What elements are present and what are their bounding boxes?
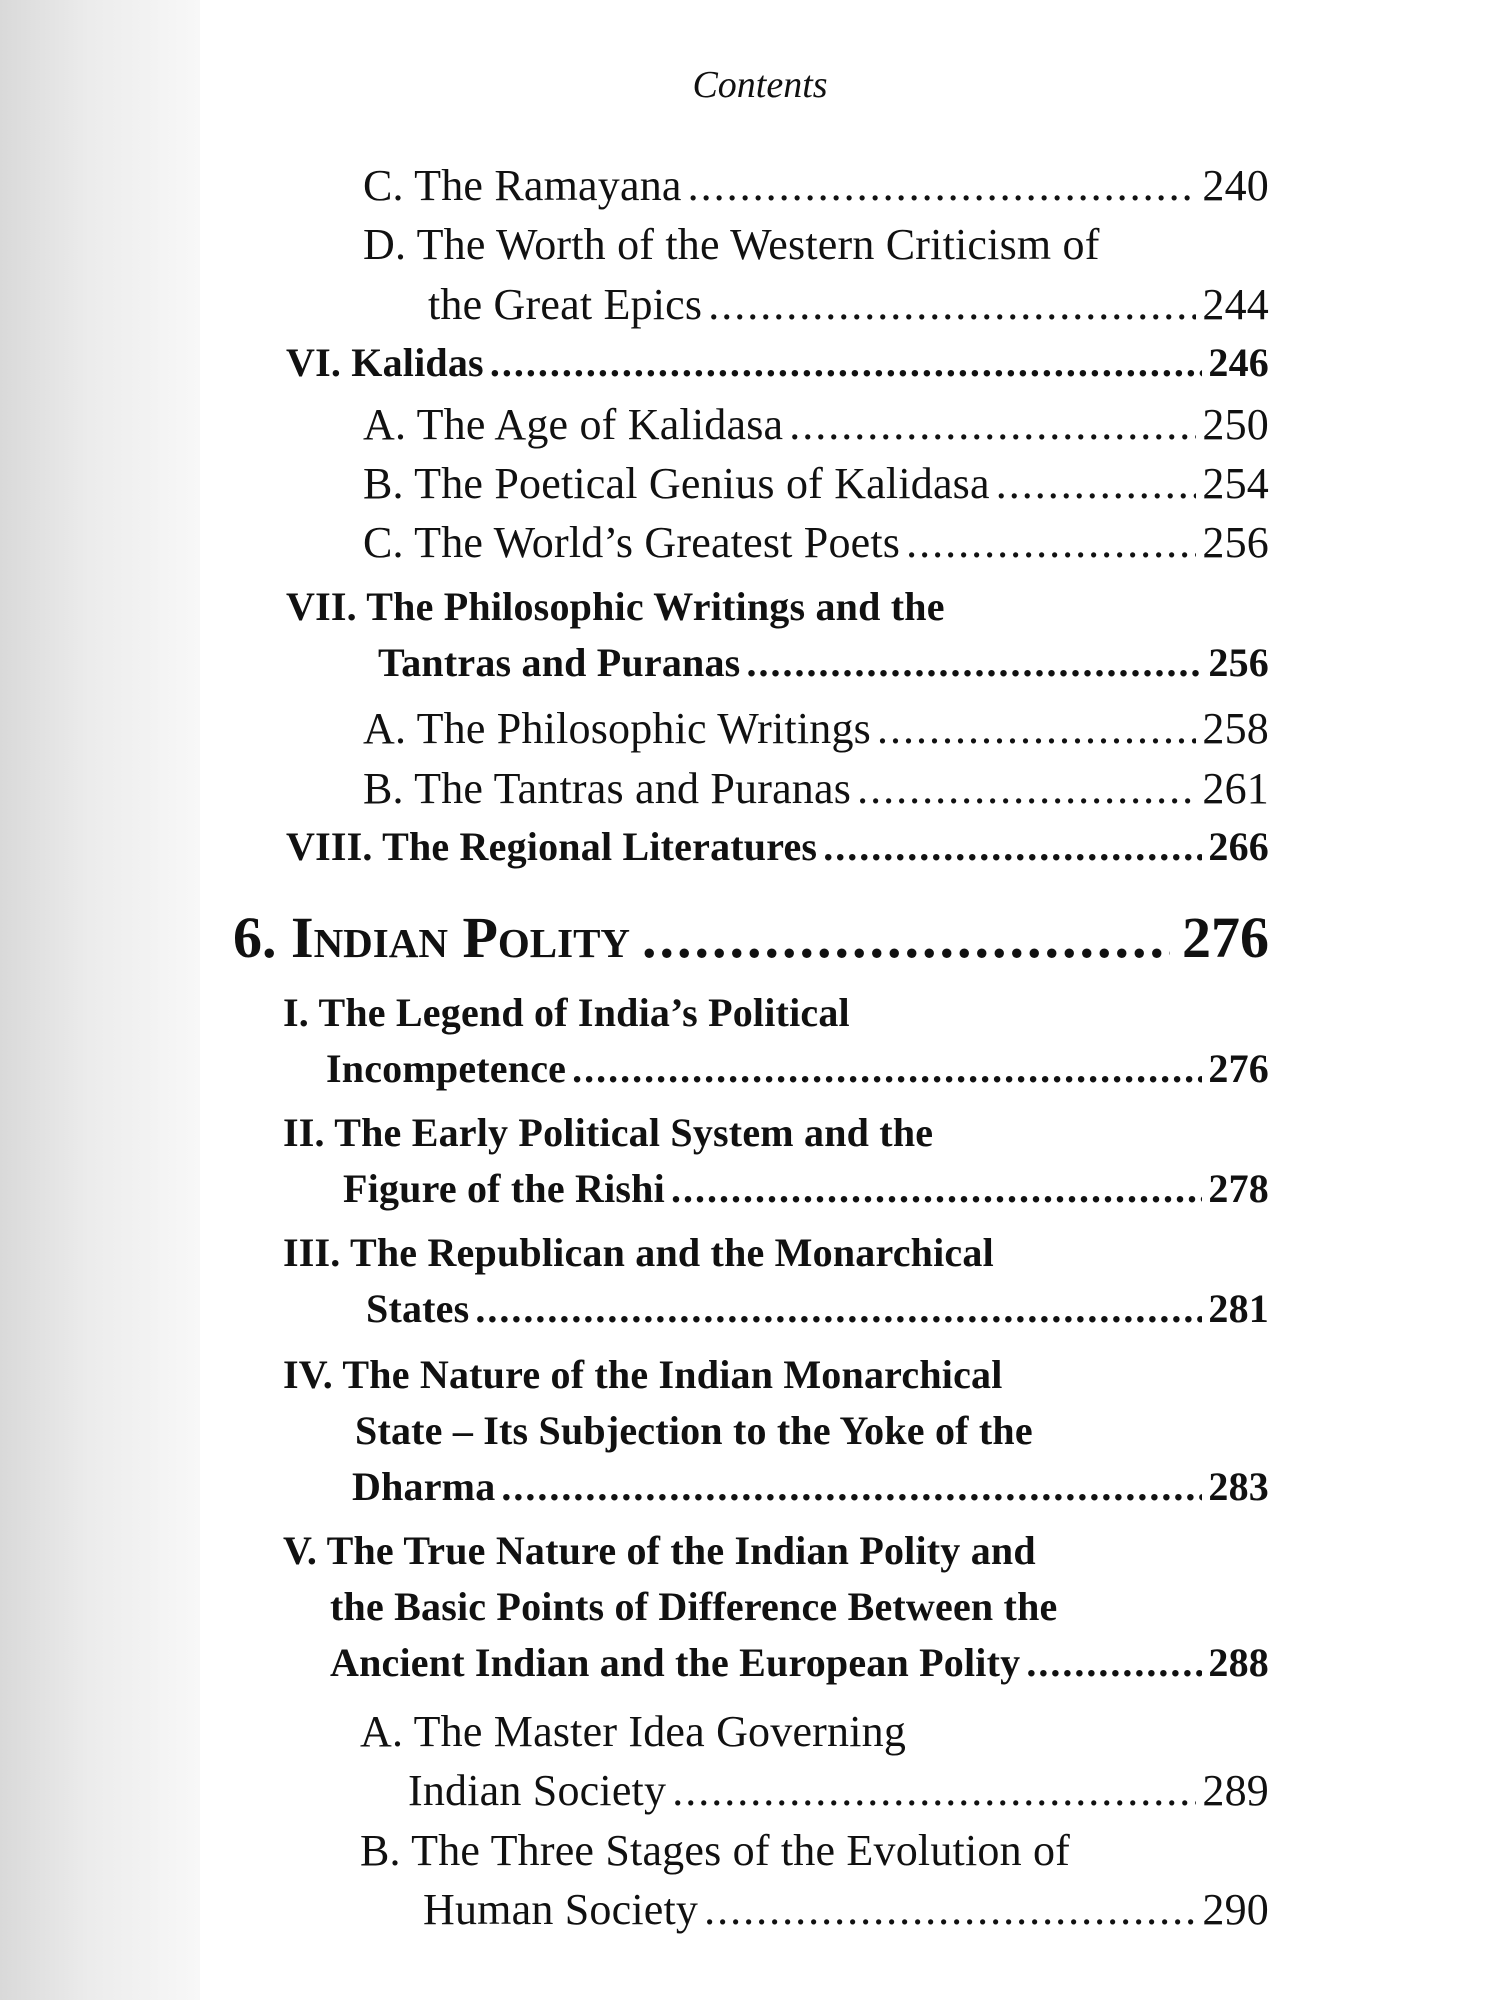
toc-entry-title: C. The Ramayana — [363, 161, 682, 210]
toc-entry-nature-line2: State – Its Subjection to the Yoke of the — [355, 1408, 1033, 1453]
toc-page-number: 258 — [1202, 704, 1269, 753]
toc-entry-worth — [428, 276, 1269, 334]
toc-entry-title: B. The Poetical Genius of Kalidasa — [363, 459, 990, 508]
toc-entry-master-line1: A. The Master Idea Governing — [360, 1707, 907, 1756]
toc-entry-tantras-puranas — [363, 760, 1269, 818]
toc-entry-regional — [286, 818, 1269, 876]
running-head: Contents — [692, 64, 828, 106]
toc-entry-nature — [352, 1458, 1269, 1516]
leader-dots — [475, 1280, 1202, 1338]
toc-entry-nature-line1: IV. The Nature of the Indian Monarchical — [283, 1352, 1003, 1397]
toc-entry-legend-line1: I. The Legend of India’s Political — [283, 990, 850, 1035]
toc-page-number: 288 — [1208, 1640, 1269, 1685]
toc-page-number: 256 — [1208, 640, 1269, 685]
leader-dots — [572, 1040, 1202, 1098]
toc-entry-title: Figure of the Rishi — [343, 1166, 665, 1211]
toc-page-number: 266 — [1208, 824, 1269, 869]
toc-entry-true-line1: V. The True Nature of the Indian Polity and — [283, 1528, 1036, 1573]
leader-dots — [642, 902, 1170, 974]
toc-entry-republican — [366, 1280, 1269, 1338]
toc-entry-ramayana — [363, 157, 1269, 215]
toc-page-number: 250 — [1202, 400, 1269, 449]
toc-entry-greatest-poets — [363, 514, 1269, 572]
chapter-page-number: 276 — [1182, 905, 1269, 970]
toc-page-number: 290 — [1202, 1885, 1269, 1934]
toc-page-number: 244 — [1202, 280, 1269, 329]
leader-dots — [996, 455, 1197, 513]
toc-page-number: 289 — [1202, 1766, 1269, 1815]
toc-entry-title: Dharma — [352, 1464, 496, 1509]
page-gutter — [0, 0, 200, 2000]
toc-page-number: 283 — [1208, 1464, 1269, 1509]
toc-entry-title: the Great Epics — [428, 280, 703, 329]
toc-entry-worth-line1: D. The Worth of the Western Criticism of — [363, 220, 1100, 269]
leader-dots — [823, 818, 1202, 876]
toc-entry-master — [408, 1762, 1269, 1820]
toc-page-number: 278 — [1208, 1166, 1269, 1211]
toc-entry-title: Ancient Indian and the European Polity — [330, 1640, 1021, 1685]
toc-entry-title: A. The Philosophic Writings — [363, 704, 872, 753]
toc-entry-philosophic — [378, 634, 1269, 692]
toc-page-number: 240 — [1202, 161, 1269, 210]
toc-entry-true — [330, 1634, 1269, 1692]
toc-entry-early-line1: II. The Early Political System and the — [283, 1110, 934, 1155]
leader-dots — [906, 514, 1196, 572]
toc-entry-title: VIII. The Regional Literatures — [286, 824, 818, 869]
leader-dots — [688, 157, 1197, 215]
toc-entry-title: States — [366, 1286, 470, 1331]
toc-entry-legend — [326, 1040, 1269, 1098]
toc-entry-title: B. The Tantras and Puranas — [363, 764, 852, 813]
toc-entry-age-kalidasa — [363, 396, 1269, 454]
toc-entry-philosophic-line1: VII. The Philosophic Writings and the — [286, 584, 945, 629]
leader-dots — [704, 1881, 1196, 1939]
leader-dots — [490, 334, 1203, 392]
toc-page-number: 256 — [1202, 518, 1269, 567]
leader-dots — [746, 634, 1202, 692]
leader-dots — [1026, 1634, 1202, 1692]
toc-entry-title: Indian Society — [408, 1766, 667, 1815]
toc-entry-stages — [423, 1881, 1269, 1939]
toc-entry-title: VI. Kalidas — [286, 340, 484, 385]
toc-entry-title: C. The World’s Greatest Poets — [363, 518, 901, 567]
leader-dots — [671, 1160, 1202, 1218]
toc-page-number: 276 — [1208, 1046, 1269, 1091]
chapter-title: 6. Indian Polity — [233, 905, 631, 970]
toc-entry-kalidas — [286, 334, 1269, 392]
leader-dots — [672, 1762, 1196, 1820]
toc-page-number: 281 — [1208, 1286, 1269, 1331]
toc-entry-early — [343, 1160, 1269, 1218]
leader-dots — [501, 1458, 1202, 1516]
leader-dots — [877, 700, 1196, 758]
toc-page-number: 246 — [1208, 340, 1269, 385]
leader-dots — [857, 760, 1196, 818]
toc-page-number: 261 — [1202, 764, 1269, 813]
leader-dots — [789, 396, 1196, 454]
toc-entry-title: Human Society — [423, 1885, 699, 1934]
toc-entry-title: Incompetence — [326, 1046, 567, 1091]
toc-page-number: 254 — [1202, 459, 1269, 508]
toc-entry-title: A. The Age of Kalidasa — [363, 400, 784, 449]
toc-entry-republican-line1: III. The Republican and the Monarchical — [283, 1230, 994, 1275]
leader-dots — [708, 276, 1196, 334]
toc-entry-stages-line1: B. The Three Stages of the Evolution of — [360, 1826, 1071, 1875]
toc-entry-true-line2: the Basic Points of Difference Between the — [330, 1584, 1058, 1629]
toc-entry-philosophic-writings — [363, 700, 1269, 758]
toc-entry-title: Tantras and Puranas — [378, 640, 741, 685]
toc-entry-poetical-genius — [363, 455, 1269, 513]
chapter-heading — [233, 902, 1269, 974]
